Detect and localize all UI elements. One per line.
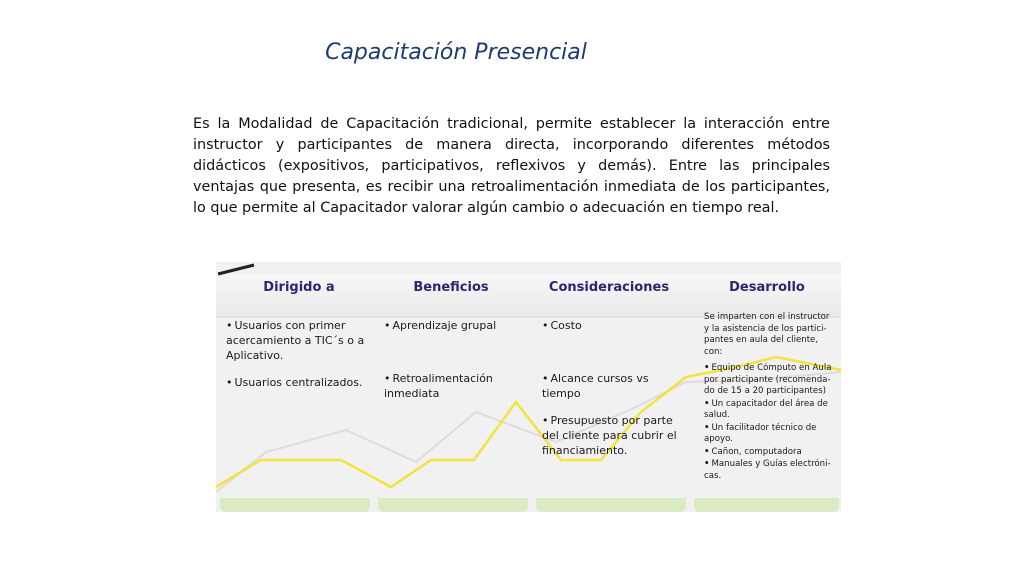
intro-paragraph: Es la Modalidad de Capacitación tradicional, permite establecer la interacción entre instructor y participantes de manera directa, incorporando diferentes métodos didácticos (expositivos, participativos, reflexivos y demás). Entre las principales ventajas que presenta, es recibir una retroalimentación inmediata de los participantes, lo que permite al Capacitador valorar algún cambio o adecuación en tiempo real. <box>193 116 830 216</box>
list-item: • Usuarios centralizados. <box>226 375 366 390</box>
footer-tab-4 <box>694 498 839 512</box>
list-item: • Manuales y Guías electróni- cas. <box>704 459 836 482</box>
header-beneficios: Beneficios <box>413 280 489 295</box>
header-desarrollo: Desarrollo <box>729 280 805 295</box>
list-item: • Costo <box>542 318 680 333</box>
list-item: • Cañon, computadora <box>704 447 836 459</box>
slide-title <box>0 40 918 65</box>
footer-tab-3 <box>536 498 686 512</box>
list-item: • Presupuesto por parte del cliente para cubrir el financiamiento. <box>542 413 680 458</box>
list-item: • Un facilitador técnico de apoyo. <box>704 423 836 446</box>
list-item: • Alcance cursos vs tiempo <box>542 371 680 401</box>
header-consideraciones: Consideraciones <box>548 280 670 295</box>
accent-stroke <box>218 265 254 274</box>
footer-tab-2 <box>378 498 528 512</box>
column-beneficios <box>384 318 524 494</box>
list-item: • Aprendizaje grupal <box>384 318 524 333</box>
column-dirigido-a <box>226 318 366 494</box>
slide-title-text: Capacitación Presencial <box>325 40 587 65</box>
list-item: • Usuarios con primer acercamiento a TIC´s o a Aplicativo. <box>226 318 366 363</box>
desarrollo-intro: Se imparten con el instructor y la asistencia de los partici- pantes en aula del cliente, con: <box>704 312 830 357</box>
list-item: • Retroalimentación inmediata <box>384 371 524 401</box>
column-consideraciones <box>542 318 680 494</box>
list-item: • Un capacitador del área de salud. <box>704 399 836 422</box>
header-dirigido-a: Dirigido a <box>263 280 335 295</box>
modalidad-table-graphic <box>216 262 841 512</box>
column-desarrollo <box>704 312 836 488</box>
footer-tab-1 <box>220 498 370 512</box>
list-item: • Equipo de Cómputo en Aula por participante (recomenda- do de 15 a 20 participantes) <box>704 363 836 398</box>
